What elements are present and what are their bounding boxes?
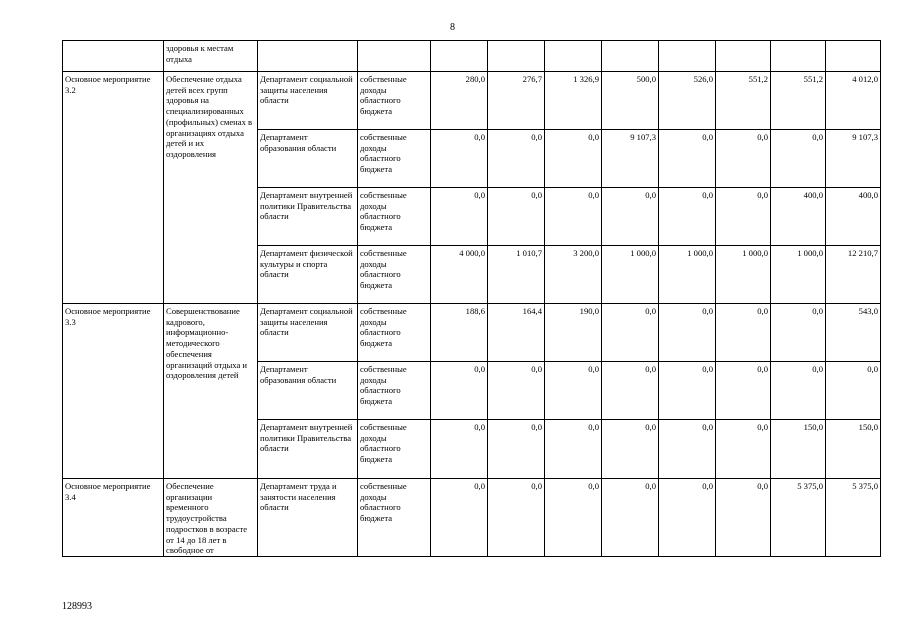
task-cell: Обеспечение организации временного трудоустройства подростков в возрасте от 14 до 18 лет в свободное от [164,479,258,557]
total-cell: 12 210,7 [826,246,881,304]
table-row [63,72,881,130]
value-cell: 190,0 [545,304,602,362]
source-cell: собственные доходы областного бюджета [358,304,431,362]
executor-cell: Департамент образования области [258,130,358,188]
value-cell: 0,0 [716,362,771,420]
value-cell: 1 000,0 [771,246,826,304]
value-cell: 0,0 [771,362,826,420]
executor-cell: Департамент социальной защиты населения области [258,304,358,362]
value-cell: 0,0 [716,130,771,188]
value-cell: 526,0 [659,72,716,130]
value-cell: 0,0 [659,130,716,188]
value-cell: 0,0 [431,479,488,557]
value-cell: 1 010,7 [488,246,545,304]
value-cell: 0,0 [716,304,771,362]
value-cell: 0,0 [488,479,545,557]
value-cell: 9 107,3 [602,130,659,188]
measure-cell: Основное мероприятие 3.2 [63,72,164,304]
value-cell: 0,0 [431,130,488,188]
value-cell: 0,0 [545,130,602,188]
value-cell: 500,0 [602,72,659,130]
value-cell: 164,4 [488,304,545,362]
value-cell: 1 000,0 [602,246,659,304]
value-cell: 0,0 [545,188,602,246]
source-cell: собственные доходы областного бюджета [358,479,431,557]
total-cell: 9 107,3 [826,130,881,188]
value-cell: 0,0 [602,188,659,246]
value-cell: 0,0 [431,420,488,479]
value-cell: 0,0 [488,362,545,420]
value-cell: 0,0 [488,188,545,246]
value-cell: 0,0 [602,479,659,557]
value-cell: 0,0 [659,188,716,246]
measure-cell [63,41,164,72]
total-cell: 543,0 [826,304,881,362]
value-cell: 0,0 [659,420,716,479]
source-cell: собственные доходы областного бюджета [358,72,431,130]
total-cell: 400,0 [826,188,881,246]
page-number: 8 [450,22,455,33]
table-row [63,41,881,72]
value-cell: 1 326,9 [545,72,602,130]
source-cell: собственные доходы областного бюджета [358,130,431,188]
source-cell: собственные доходы областного бюджета [358,188,431,246]
value-cell: 551,2 [716,72,771,130]
value-cell: 0,0 [545,420,602,479]
value-cell: 0,0 [602,304,659,362]
value-cell: 4 000,0 [431,246,488,304]
executor-cell: Департамент труда и занятости населения области [258,479,358,557]
source-cell: собственные доходы областного бюджета [358,362,431,420]
value-cell: 0,0 [488,420,545,479]
value-cell: 5 375,0 [771,479,826,557]
executor-cell: Департамент социальной защиты населения области [258,72,358,130]
task-cell: Обеспечение отдыха детей всех групп здоровья на специализированных (профильных) сменах в организациях отдыха детей и их оздоровления [164,72,258,304]
value-cell: 188,6 [431,304,488,362]
measure-cell: Основное мероприятие 3.3 [63,304,164,479]
value-cell: 276,7 [488,72,545,130]
value-cell: 0,0 [716,420,771,479]
measure-cell: Основное мероприятие 3.4 [63,479,164,557]
value-cell: 280,0 [431,72,488,130]
task-cell: Совершенствование кадрового, информационно-методического обеспечения организаций отдыха и оздоровления детей [164,304,258,479]
total-cell: 5 375,0 [826,479,881,557]
value-cell: 0,0 [716,188,771,246]
table-row [63,304,881,362]
executor-cell: Департамент образования области [258,362,358,420]
source-cell: собственные доходы областного бюджета [358,420,431,479]
value-cell: 0,0 [431,188,488,246]
value-cell: 0,0 [659,479,716,557]
executor-cell: Департамент внутренней политики Правительства области [258,420,358,479]
value-cell: 1 000,0 [659,246,716,304]
value-cell: 3 200,0 [545,246,602,304]
task-cell: здоровья к местам отдыха [164,41,258,72]
source-cell: собственные доходы областного бюджета [358,246,431,304]
value-cell: 0,0 [716,479,771,557]
value-cell: 0,0 [488,130,545,188]
value-cell: 0,0 [431,362,488,420]
table-row [63,479,881,557]
value-cell: 1 000,0 [716,246,771,304]
value-cell: 150,0 [771,420,826,479]
value-cell: 0,0 [545,479,602,557]
value-cell: 551,2 [771,72,826,130]
value-cell: 0,0 [659,362,716,420]
total-cell: 150,0 [826,420,881,479]
executor-cell: Департамент внутренней политики Правительства области [258,188,358,246]
document-code: 128993 [62,601,92,612]
total-cell: 0,0 [826,362,881,420]
value-cell: 0,0 [545,362,602,420]
value-cell: 0,0 [602,362,659,420]
total-cell: 4 012,0 [826,72,881,130]
budget-table [62,40,881,557]
value-cell: 400,0 [771,188,826,246]
value-cell: 0,0 [771,304,826,362]
value-cell: 0,0 [659,304,716,362]
value-cell: 0,0 [602,420,659,479]
value-cell: 0,0 [771,130,826,188]
executor-cell: Департамент физической культуры и спорта области [258,246,358,304]
